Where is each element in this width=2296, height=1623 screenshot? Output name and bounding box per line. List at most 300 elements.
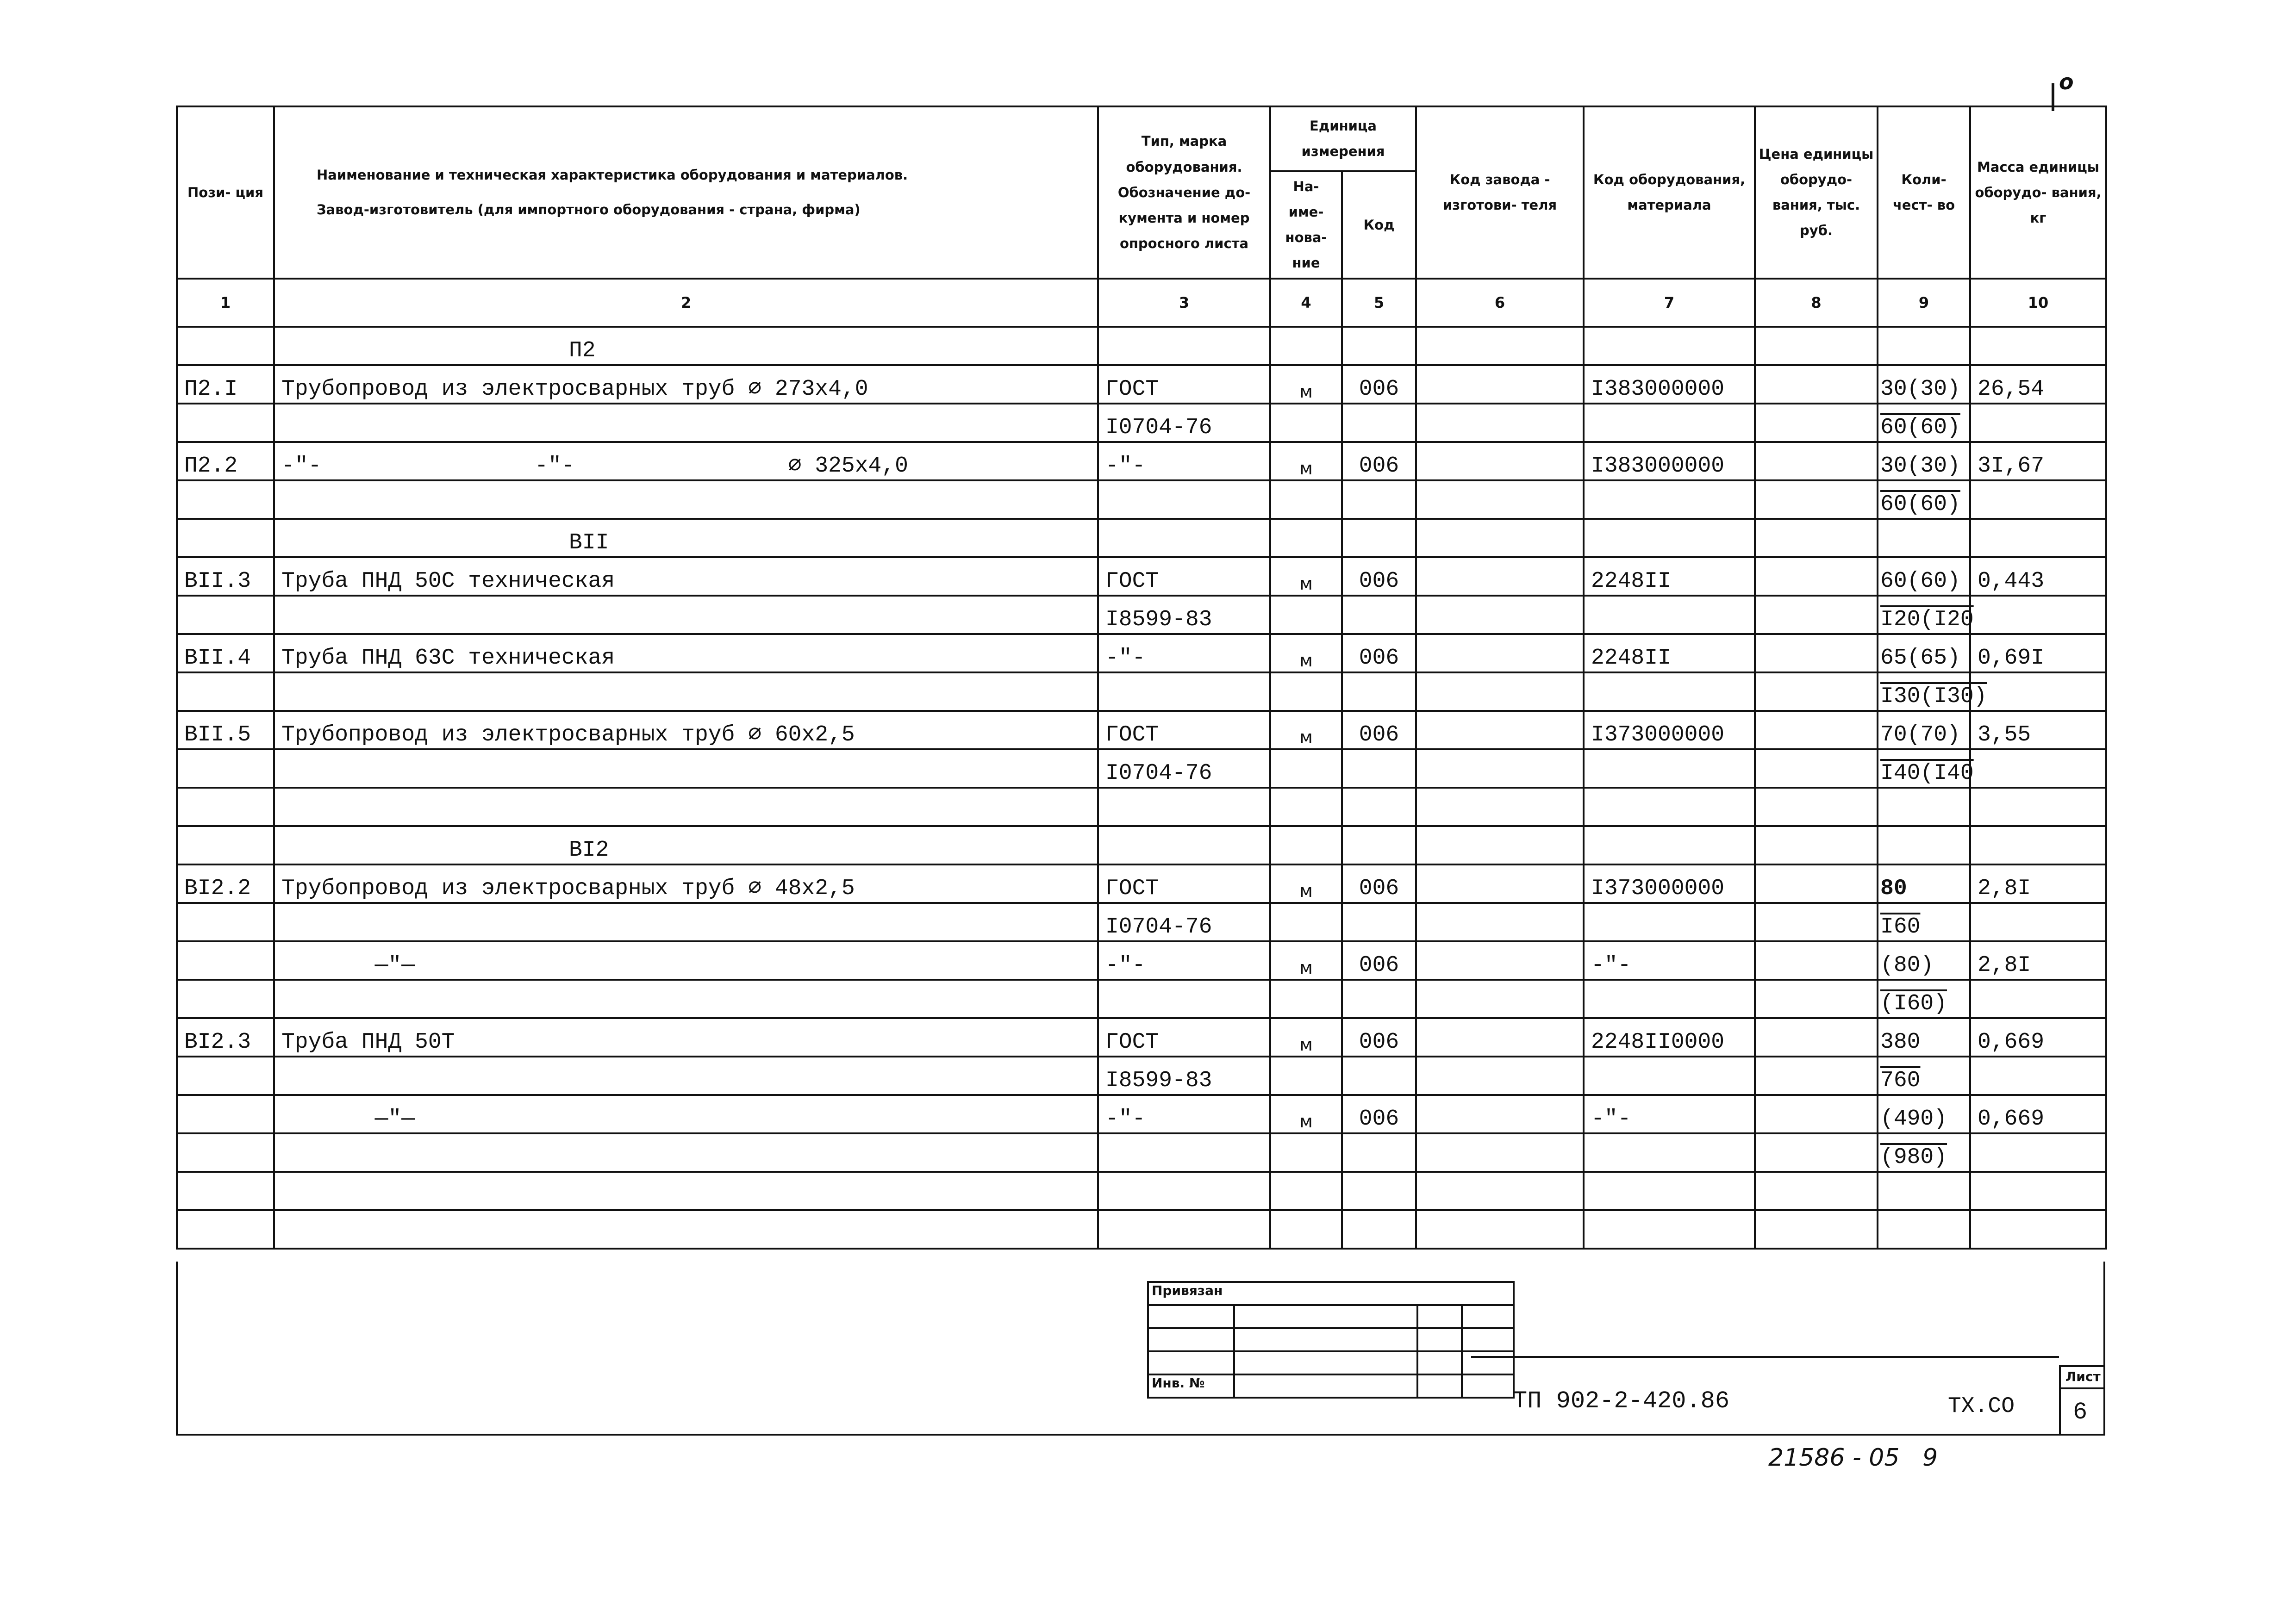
header-name-line1: Наименование и техническая характеристика оборудования и материалов. bbox=[317, 167, 908, 183]
column-number: 6 bbox=[1416, 279, 1584, 327]
maker-code-cell bbox=[1416, 557, 1584, 596]
name-cell: Трубопровод из электросварных труб ∅ 48х2,5 bbox=[274, 864, 1098, 903]
material-code-cell bbox=[1584, 327, 1755, 365]
mass-cell: 0,669 bbox=[1970, 1095, 2106, 1133]
material-code-cell: 2248II bbox=[1584, 557, 1755, 596]
document-cell: I0704-76 bbox=[1098, 903, 1270, 941]
position-cell: BII.3 bbox=[177, 557, 274, 596]
price-cell bbox=[1755, 1018, 1878, 1057]
unit-cell bbox=[1270, 480, 1342, 519]
position-cell bbox=[177, 519, 274, 557]
material-code-cell: 2248II bbox=[1584, 634, 1755, 672]
position-cell bbox=[177, 903, 274, 941]
mass-cell bbox=[1970, 327, 2106, 365]
price-cell bbox=[1755, 1133, 1878, 1172]
table-row bbox=[177, 634, 2106, 672]
document-cell bbox=[1098, 480, 1270, 519]
table-row bbox=[177, 711, 2106, 749]
unit-cell bbox=[1270, 519, 1342, 557]
price-cell bbox=[1755, 596, 1878, 634]
price-cell bbox=[1755, 980, 1878, 1018]
document-cell bbox=[1098, 1172, 1270, 1210]
mass-cell: 2,8I bbox=[1970, 941, 2106, 980]
name-cell: Труба ПНД 50С техническая bbox=[274, 557, 1098, 596]
table-row bbox=[177, 980, 2106, 1018]
document-mark: ТХ.СО bbox=[1948, 1394, 2015, 1419]
table-row bbox=[177, 480, 2106, 519]
table-row bbox=[177, 1172, 2106, 1210]
material-code-cell: I383000000 bbox=[1584, 442, 1755, 480]
maker-code-cell bbox=[1416, 903, 1584, 941]
material-code-cell bbox=[1584, 826, 1755, 864]
document-cell bbox=[1098, 980, 1270, 1018]
sheet-label: Лист bbox=[2065, 1369, 2101, 1384]
table-row bbox=[177, 826, 2106, 864]
document-cell bbox=[1098, 327, 1270, 365]
quantity-cell: 65(65) bbox=[1878, 634, 1970, 672]
unit-code-cell bbox=[1342, 980, 1416, 1018]
document-cell bbox=[1098, 1210, 1270, 1249]
unit-code-cell bbox=[1342, 788, 1416, 826]
name-cell bbox=[274, 980, 1098, 1018]
quantity-cell: I20(I20 bbox=[1878, 596, 1970, 634]
unit-cell bbox=[1270, 1057, 1342, 1095]
unit-code-cell bbox=[1342, 596, 1416, 634]
maker-code-cell bbox=[1416, 327, 1584, 365]
attached-label: Привязан bbox=[1148, 1282, 1514, 1305]
unit-code-cell: 006 bbox=[1342, 634, 1416, 672]
position-cell bbox=[177, 1172, 274, 1210]
specification-body bbox=[177, 327, 2106, 1249]
document-cell: I8599-83 bbox=[1098, 1057, 1270, 1095]
material-code-cell bbox=[1584, 404, 1755, 442]
position-cell bbox=[177, 1057, 274, 1095]
unit-code-cell bbox=[1342, 1057, 1416, 1095]
header-material-code: Код оборудования, материала bbox=[1584, 106, 1755, 279]
mass-cell bbox=[1970, 1133, 2106, 1172]
quantity-cell bbox=[1878, 826, 1970, 864]
unit-cell: м bbox=[1270, 365, 1342, 404]
header-unit-name: На- име- нова- ние bbox=[1270, 171, 1342, 279]
table-row bbox=[177, 1133, 2106, 1172]
unit-cell bbox=[1270, 404, 1342, 442]
unit-cell: м bbox=[1270, 864, 1342, 903]
header-position: Пози- ция bbox=[177, 106, 274, 279]
document-cell: ГОСТ bbox=[1098, 864, 1270, 903]
column-number: 5 bbox=[1342, 279, 1416, 327]
material-code-cell: I373000000 bbox=[1584, 711, 1755, 749]
material-code-cell bbox=[1584, 749, 1755, 788]
column-numbers-row bbox=[177, 279, 2106, 327]
material-code-cell bbox=[1584, 1172, 1755, 1210]
unit-code-cell bbox=[1342, 903, 1416, 941]
maker-code-cell bbox=[1416, 826, 1584, 864]
column-number: 2 bbox=[274, 279, 1098, 327]
header-price: Цена единицы оборудо- вания, тыс. руб. bbox=[1755, 106, 1878, 279]
material-code-cell: 2248II0000 bbox=[1584, 1018, 1755, 1057]
position-cell bbox=[177, 826, 274, 864]
name-cell: Труба ПНД 50Т bbox=[274, 1018, 1098, 1057]
name-cell bbox=[274, 1057, 1098, 1095]
mass-cell: 3I,67 bbox=[1970, 442, 2106, 480]
table-row bbox=[177, 788, 2106, 826]
unit-cell: м bbox=[1270, 1095, 1342, 1133]
table-row bbox=[177, 903, 2106, 941]
price-cell bbox=[1755, 788, 1878, 826]
document-cell: I0704-76 bbox=[1098, 749, 1270, 788]
unit-code-cell: 006 bbox=[1342, 1018, 1416, 1057]
position-cell bbox=[177, 1133, 274, 1172]
unit-code-cell: 006 bbox=[1342, 442, 1416, 480]
mass-cell: 0,669 bbox=[1970, 1018, 2106, 1057]
quantity-cell bbox=[1878, 1210, 1970, 1249]
name-cell bbox=[274, 1172, 1098, 1210]
title-block bbox=[176, 1262, 2105, 1436]
mass-cell bbox=[1970, 519, 2106, 557]
table-row bbox=[177, 557, 2106, 596]
material-code-cell: I373000000 bbox=[1584, 864, 1755, 903]
maker-code-cell bbox=[1416, 1172, 1584, 1210]
unit-cell: м bbox=[1270, 941, 1342, 980]
name-cell: Трубопровод из электросварных труб ∅ 273х4,0 bbox=[274, 365, 1098, 404]
section-heading: П2 bbox=[274, 327, 1098, 365]
header-type: Тип, марка оборудования. Обозначение до- кумента и номер опросного листа bbox=[1098, 106, 1270, 279]
name-cell: Трубопровод из электросварных труб ∅ 60х2,5 bbox=[274, 711, 1098, 749]
unit-code-cell: 006 bbox=[1342, 557, 1416, 596]
table-row bbox=[177, 1210, 2106, 1249]
material-code-cell bbox=[1584, 672, 1755, 711]
unit-code-cell bbox=[1342, 480, 1416, 519]
unit-cell bbox=[1270, 826, 1342, 864]
section-heading: BI2 bbox=[274, 826, 1098, 864]
maker-code-cell bbox=[1416, 480, 1584, 519]
maker-code-cell bbox=[1416, 672, 1584, 711]
unit-code-cell: 006 bbox=[1342, 1095, 1416, 1133]
table-row bbox=[177, 596, 2106, 634]
quantity-cell bbox=[1878, 1172, 1970, 1210]
table-row bbox=[177, 864, 2106, 903]
position-cell: BII.4 bbox=[177, 634, 274, 672]
maker-code-cell bbox=[1416, 1057, 1584, 1095]
maker-code-cell bbox=[1416, 404, 1584, 442]
unit-code-cell bbox=[1342, 1210, 1416, 1249]
mass-cell bbox=[1970, 672, 2106, 711]
table-row bbox=[177, 365, 2106, 404]
material-code-cell bbox=[1584, 980, 1755, 1018]
name-cell bbox=[274, 1133, 1098, 1172]
name-cell: —"— bbox=[274, 1095, 1098, 1133]
quantity-cell: 80 bbox=[1878, 864, 1970, 903]
price-cell bbox=[1755, 941, 1878, 980]
header-mass: Масса единицы оборудо- вания, кг bbox=[1970, 106, 2106, 279]
mass-cell bbox=[1970, 1210, 2106, 1249]
unit-cell bbox=[1270, 903, 1342, 941]
unit-code-cell bbox=[1342, 519, 1416, 557]
maker-code-cell bbox=[1416, 1133, 1584, 1172]
header-name-line2: Завод-изготовитель (для импортного оборудования - страна, фирма) bbox=[317, 202, 861, 218]
quantity-cell: 380 bbox=[1878, 1018, 1970, 1057]
document-cell: ГОСТ bbox=[1098, 365, 1270, 404]
maker-code-cell bbox=[1416, 596, 1584, 634]
position-cell bbox=[177, 404, 274, 442]
sheet-number: 6 bbox=[2073, 1399, 2088, 1426]
document-cell: -"- bbox=[1098, 1095, 1270, 1133]
maker-code-cell bbox=[1416, 941, 1584, 980]
table-row bbox=[177, 519, 2106, 557]
position-cell bbox=[177, 596, 274, 634]
document-cell bbox=[1098, 519, 1270, 557]
maker-code-cell bbox=[1416, 1018, 1584, 1057]
unit-code-cell: 006 bbox=[1342, 864, 1416, 903]
price-cell bbox=[1755, 864, 1878, 903]
material-code-cell bbox=[1584, 1133, 1755, 1172]
document-cell bbox=[1098, 788, 1270, 826]
unit-cell: м bbox=[1270, 442, 1342, 480]
price-cell bbox=[1755, 480, 1878, 519]
table-row bbox=[177, 442, 2106, 480]
table-row bbox=[177, 1018, 2106, 1057]
maker-code-cell bbox=[1416, 711, 1584, 749]
table-row bbox=[177, 1095, 2106, 1133]
column-number: 3 bbox=[1098, 279, 1270, 327]
document-code: ТП 902-2-420.86 bbox=[1513, 1387, 1730, 1415]
maker-code-cell bbox=[1416, 980, 1584, 1018]
material-code-cell: -"- bbox=[1584, 1095, 1755, 1133]
quantity-cell: (490) bbox=[1878, 1095, 1970, 1133]
mass-cell: 0,69I bbox=[1970, 634, 2106, 672]
header-unit: Единица измерения bbox=[1270, 106, 1416, 171]
table-row bbox=[177, 749, 2106, 788]
name-cell bbox=[274, 749, 1098, 788]
position-cell: П2.I bbox=[177, 365, 274, 404]
price-cell bbox=[1755, 711, 1878, 749]
mass-cell bbox=[1970, 788, 2106, 826]
mass-cell bbox=[1970, 596, 2106, 634]
price-cell bbox=[1755, 404, 1878, 442]
name-cell bbox=[274, 1210, 1098, 1249]
table-row bbox=[177, 404, 2106, 442]
sheet-divider bbox=[2059, 1387, 2105, 1389]
material-code-cell bbox=[1584, 480, 1755, 519]
unit-cell: м bbox=[1270, 711, 1342, 749]
position-cell bbox=[177, 749, 274, 788]
unit-code-cell: 006 bbox=[1342, 711, 1416, 749]
position-cell bbox=[177, 327, 274, 365]
material-code-cell bbox=[1584, 519, 1755, 557]
quantity-cell bbox=[1878, 327, 1970, 365]
maker-code-cell bbox=[1416, 788, 1584, 826]
unit-cell bbox=[1270, 1172, 1342, 1210]
material-code-cell: I383000000 bbox=[1584, 365, 1755, 404]
table-row bbox=[177, 941, 2106, 980]
column-number: 9 bbox=[1878, 279, 1970, 327]
unit-code-cell bbox=[1342, 826, 1416, 864]
quantity-cell: I40(I40 bbox=[1878, 749, 1970, 788]
price-cell bbox=[1755, 1172, 1878, 1210]
header-quantity: Коли- чест- во bbox=[1878, 106, 1970, 279]
quantity-cell: 60(60) bbox=[1878, 404, 1970, 442]
quantity-cell: 30(30) bbox=[1878, 442, 1970, 480]
header-name bbox=[274, 106, 1098, 279]
material-code-cell bbox=[1584, 788, 1755, 826]
price-cell bbox=[1755, 519, 1878, 557]
maker-code-cell bbox=[1416, 1210, 1584, 1249]
name-cell bbox=[274, 480, 1098, 519]
document-cell bbox=[1098, 826, 1270, 864]
name-cell: Труба ПНД 63С техническая bbox=[274, 634, 1098, 672]
unit-code-cell bbox=[1342, 404, 1416, 442]
name-cell bbox=[274, 404, 1098, 442]
maker-code-cell bbox=[1416, 634, 1584, 672]
name-cell bbox=[274, 672, 1098, 711]
document-cell: -"- bbox=[1098, 442, 1270, 480]
archive-number: 21586 - 05 9 bbox=[1768, 1444, 1938, 1472]
name-cell: —"— bbox=[274, 941, 1098, 980]
column-number: 1 bbox=[177, 279, 274, 327]
unit-code-cell bbox=[1342, 1133, 1416, 1172]
column-number: 7 bbox=[1584, 279, 1755, 327]
price-cell bbox=[1755, 634, 1878, 672]
document-cell bbox=[1098, 672, 1270, 711]
unit-code-cell bbox=[1342, 672, 1416, 711]
table-row bbox=[177, 327, 2106, 365]
maker-code-cell bbox=[1416, 749, 1584, 788]
mass-cell bbox=[1970, 903, 2106, 941]
document-cell: ГОСТ bbox=[1098, 711, 1270, 749]
price-cell bbox=[1755, 365, 1878, 404]
mass-cell bbox=[1970, 404, 2106, 442]
quantity-cell: (I60) bbox=[1878, 980, 1970, 1018]
corner-mark: о bbox=[2059, 69, 2074, 94]
price-cell bbox=[1755, 903, 1878, 941]
column-number: 10 bbox=[1970, 279, 2106, 327]
quantity-cell bbox=[1878, 788, 1970, 826]
maker-code-cell bbox=[1416, 864, 1584, 903]
unit-cell bbox=[1270, 1210, 1342, 1249]
header-unit-code: Код bbox=[1342, 171, 1416, 279]
position-cell: П2.2 bbox=[177, 442, 274, 480]
mass-cell bbox=[1970, 980, 2106, 1018]
unit-cell: м bbox=[1270, 634, 1342, 672]
quantity-cell: (80) bbox=[1878, 941, 1970, 980]
mass-cell bbox=[1970, 1172, 2106, 1210]
document-cell: -"- bbox=[1098, 634, 1270, 672]
position-cell bbox=[177, 1095, 274, 1133]
unit-cell bbox=[1270, 980, 1342, 1018]
specification-table bbox=[176, 106, 2107, 1250]
unit-cell bbox=[1270, 327, 1342, 365]
unit-code-cell: 006 bbox=[1342, 365, 1416, 404]
unit-cell bbox=[1270, 1133, 1342, 1172]
price-cell bbox=[1755, 1095, 1878, 1133]
price-cell bbox=[1755, 1210, 1878, 1249]
unit-code-cell bbox=[1342, 1172, 1416, 1210]
quantity-cell bbox=[1878, 519, 1970, 557]
position-cell: BII.5 bbox=[177, 711, 274, 749]
unit-cell bbox=[1270, 672, 1342, 711]
mass-cell bbox=[1970, 1057, 2106, 1095]
material-code-cell: -"- bbox=[1584, 941, 1755, 980]
price-cell bbox=[1755, 749, 1878, 788]
position-cell bbox=[177, 788, 274, 826]
unit-code-cell: 006 bbox=[1342, 941, 1416, 980]
material-code-cell bbox=[1584, 903, 1755, 941]
mass-cell: 26,54 bbox=[1970, 365, 2106, 404]
maker-code-cell bbox=[1416, 519, 1584, 557]
mass-cell bbox=[1970, 480, 2106, 519]
price-cell bbox=[1755, 442, 1878, 480]
unit-cell bbox=[1270, 788, 1342, 826]
name-cell: -"- -"- ∅ 325х4,0 bbox=[274, 442, 1098, 480]
position-cell bbox=[177, 941, 274, 980]
document-cell: I8599-83 bbox=[1098, 596, 1270, 634]
quantity-cell: 60(60) bbox=[1878, 480, 1970, 519]
table-row bbox=[177, 672, 2106, 711]
material-code-cell bbox=[1584, 1210, 1755, 1249]
price-cell bbox=[1755, 557, 1878, 596]
header-maker-code: Код завода - изготови- теля bbox=[1416, 106, 1584, 279]
position-cell: BI2.3 bbox=[177, 1018, 274, 1057]
unit-cell bbox=[1270, 596, 1342, 634]
quantity-cell: I30(I30) bbox=[1878, 672, 1970, 711]
quantity-cell: 760 bbox=[1878, 1057, 1970, 1095]
price-cell bbox=[1755, 826, 1878, 864]
unit-cell: м bbox=[1270, 557, 1342, 596]
table-row bbox=[177, 1057, 2106, 1095]
document-cell: ГОСТ bbox=[1098, 1018, 1270, 1057]
document-cell bbox=[1098, 1133, 1270, 1172]
price-cell bbox=[1755, 327, 1878, 365]
title-divider bbox=[1471, 1356, 2059, 1358]
section-heading: BII bbox=[274, 519, 1098, 557]
unit-code-cell bbox=[1342, 749, 1416, 788]
material-code-cell bbox=[1584, 596, 1755, 634]
price-cell bbox=[1755, 1057, 1878, 1095]
document-cell: ГОСТ bbox=[1098, 557, 1270, 596]
maker-code-cell bbox=[1416, 442, 1584, 480]
position-cell bbox=[177, 672, 274, 711]
name-cell bbox=[274, 596, 1098, 634]
name-cell bbox=[274, 903, 1098, 941]
quantity-cell: 60(60) bbox=[1878, 557, 1970, 596]
quantity-cell: I60 bbox=[1878, 903, 1970, 941]
column-number: 8 bbox=[1755, 279, 1878, 327]
quantity-cell: (980) bbox=[1878, 1133, 1970, 1172]
quantity-cell: 30(30) bbox=[1878, 365, 1970, 404]
maker-code-cell bbox=[1416, 1095, 1584, 1133]
material-code-cell bbox=[1584, 1057, 1755, 1095]
inventory-label: Инв. № bbox=[1148, 1374, 1234, 1398]
mass-cell bbox=[1970, 826, 2106, 864]
mass-cell bbox=[1970, 749, 2106, 788]
position-cell: BI2.2 bbox=[177, 864, 274, 903]
quantity-cell: 70(70) bbox=[1878, 711, 1970, 749]
position-cell bbox=[177, 1210, 274, 1249]
document-cell: I0704-76 bbox=[1098, 404, 1270, 442]
price-cell bbox=[1755, 672, 1878, 711]
unit-cell bbox=[1270, 749, 1342, 788]
mass-cell: 3,55 bbox=[1970, 711, 2106, 749]
position-cell bbox=[177, 980, 274, 1018]
maker-code-cell bbox=[1416, 365, 1584, 404]
stamp-table bbox=[1147, 1281, 1515, 1399]
unit-cell: м bbox=[1270, 1018, 1342, 1057]
mass-cell: 2,8I bbox=[1970, 864, 2106, 903]
position-cell bbox=[177, 480, 274, 519]
name-cell bbox=[274, 788, 1098, 826]
unit-code-cell bbox=[1342, 327, 1416, 365]
column-number: 4 bbox=[1270, 279, 1342, 327]
